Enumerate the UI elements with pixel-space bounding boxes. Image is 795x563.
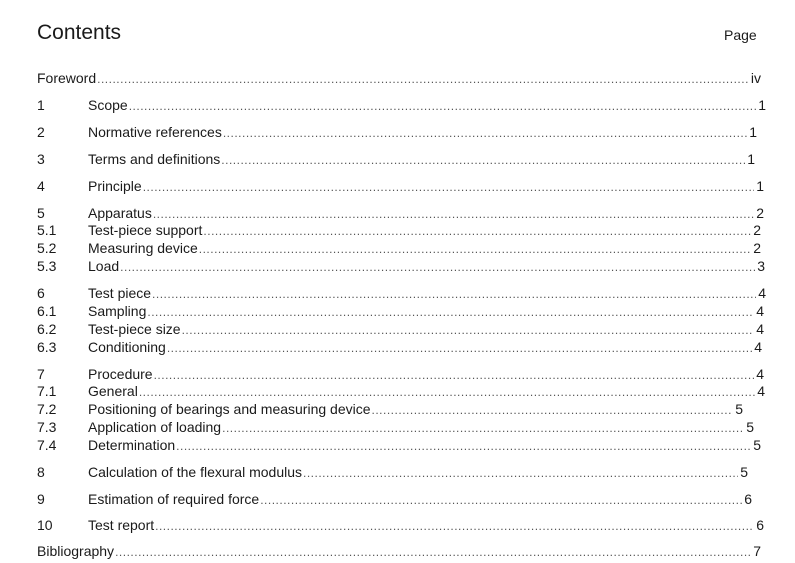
toc-entry-page: 4 [756,321,764,337]
toc-entry-6-1[interactable] [37,302,764,320]
toc-entry-label: Conditioning [88,339,166,355]
dot-leader [222,419,744,437]
toc-entry-page: 4 [756,366,764,382]
toc-entry-page: 1 [756,178,764,194]
dot-leader [372,401,734,419]
toc-entry-number: 5 [37,205,45,221]
toc-entry-number: 7.1 [37,383,57,399]
toc-entry-label: Procedure [88,366,153,382]
toc-entry-label: Bibliography [37,543,115,559]
toc-entry-5-2[interactable] [37,239,761,257]
dot-leader [120,258,755,276]
toc-entry-8[interactable] [37,463,748,481]
dot-leader [167,339,752,357]
toc-entry-page: 6 [744,491,752,507]
toc-entry-5-3[interactable] [37,257,765,275]
toc-entry-page: 1 [758,97,766,113]
toc-entry-number: 7.3 [37,419,57,435]
toc-entry-number: 7.4 [37,437,57,453]
toc-entry-page: 7 [753,543,761,559]
dot-leader [147,303,754,321]
toc-entry-number: 6.2 [37,321,57,337]
toc-entry-page: 5 [735,401,743,417]
toc-entry-page: 2 [756,205,764,221]
toc-entry-3[interactable] [37,150,755,168]
toc-entry-7[interactable] [37,365,764,383]
toc-entry-label: Terms and definitions [88,151,221,167]
toc-entry-number: 5.1 [37,222,57,238]
toc-entry-label: Scope [88,97,128,113]
toc-entry-4[interactable] [37,177,764,195]
toc-entry-page: 1 [749,124,757,140]
toc-entry-2[interactable] [37,123,757,141]
toc-entry-label: Application of loading [88,419,222,435]
toc-entry-10[interactable] [37,516,764,534]
dot-leader [152,285,756,303]
toc-entry-label: Test report [88,517,155,533]
toc-entry-page: 2 [753,240,761,256]
toc-entry-number: 7 [37,366,45,382]
toc-entry-number: 6.1 [37,303,57,319]
toc-entry-label: Normative references [88,124,222,140]
dot-leader [143,178,755,196]
toc-entry-label: Load [88,258,120,274]
toc-entry-label: Principle [88,178,142,194]
toc-entry-label: Test piece [88,285,152,301]
toc-entry-label: Sampling [88,303,147,319]
toc-entry-number: 6.3 [37,339,57,355]
toc-entry-number: 7.2 [37,401,57,417]
toc-entry-page: 4 [758,285,766,301]
toc-entry-7-4[interactable] [37,436,761,454]
dot-leader [199,240,751,258]
toc-entry-page: 4 [756,303,764,319]
toc-entry-page: 3 [757,258,765,274]
dot-leader [223,124,747,142]
toc-entry-number: 6 [37,285,45,301]
toc-entry-label: Determination [88,437,176,453]
dot-leader [176,437,751,455]
toc-entry-number: 9 [37,491,45,507]
toc-entry-label: Measuring device [88,240,198,256]
dot-leader [260,491,742,509]
page-column-label: Page [724,27,757,43]
dot-leader [115,543,751,561]
page-title: Contents [37,21,122,44]
toc-entry-page: 5 [746,419,754,435]
toc-entry-page: 1 [747,151,755,167]
toc-entry-9[interactable] [37,490,752,508]
toc-entry-label: Positioning of bearings and measuring device [88,401,371,417]
toc-entry-page: 5 [753,437,761,453]
toc-entry-foreword[interactable] [37,69,761,87]
dot-leader [155,517,754,535]
toc-entry-6[interactable] [37,284,766,302]
toc-entry-label: Test-piece size [88,321,181,337]
toc-entry-page: 2 [753,222,761,238]
toc-entry-number: 1 [37,97,45,113]
toc-entry-number: 10 [37,517,53,533]
toc-entry-number: 8 [37,464,45,480]
dot-leader [303,464,738,482]
toc-entry-page: 4 [757,383,765,399]
toc-entry-page: 4 [754,339,762,355]
toc-entry-7-3[interactable] [37,418,754,436]
toc-entry-5-1[interactable] [37,221,761,239]
toc-entry-page: 6 [756,517,764,533]
toc-entry-number: 2 [37,124,45,140]
dot-leader [221,151,745,169]
toc-entry-5[interactable] [37,204,764,222]
toc-entry-7-1[interactable] [37,382,765,400]
toc-entry-number: 5.2 [37,240,57,256]
toc-entry-number: 3 [37,151,45,167]
toc-entry-number: 5.3 [37,258,57,274]
toc-entry-6-2[interactable] [37,320,764,338]
toc-entry-label: General [88,383,138,399]
toc-entry-label: Calculation of the flexural modulus [88,464,303,480]
dot-leader [97,70,749,88]
toc-entry-6-3[interactable] [37,338,762,356]
toc-entry-number: 4 [37,178,45,194]
dot-leader [182,321,755,339]
dot-leader [139,383,755,401]
toc-entry-label: Apparatus [88,205,152,221]
dot-leader [203,222,751,240]
toc-entry-7-2[interactable] [37,400,743,418]
toc-entry-bibliography[interactable] [37,542,761,560]
toc-entry-page: iv [750,70,761,86]
toc-entry-label: Foreword [37,70,97,86]
toc-entry-label: Test-piece support [88,222,203,238]
toc-entry-1[interactable] [37,96,766,114]
toc-entry-label: Estimation of required force [88,491,260,507]
dot-leader [129,97,757,115]
toc-entry-page: 5 [740,464,748,480]
